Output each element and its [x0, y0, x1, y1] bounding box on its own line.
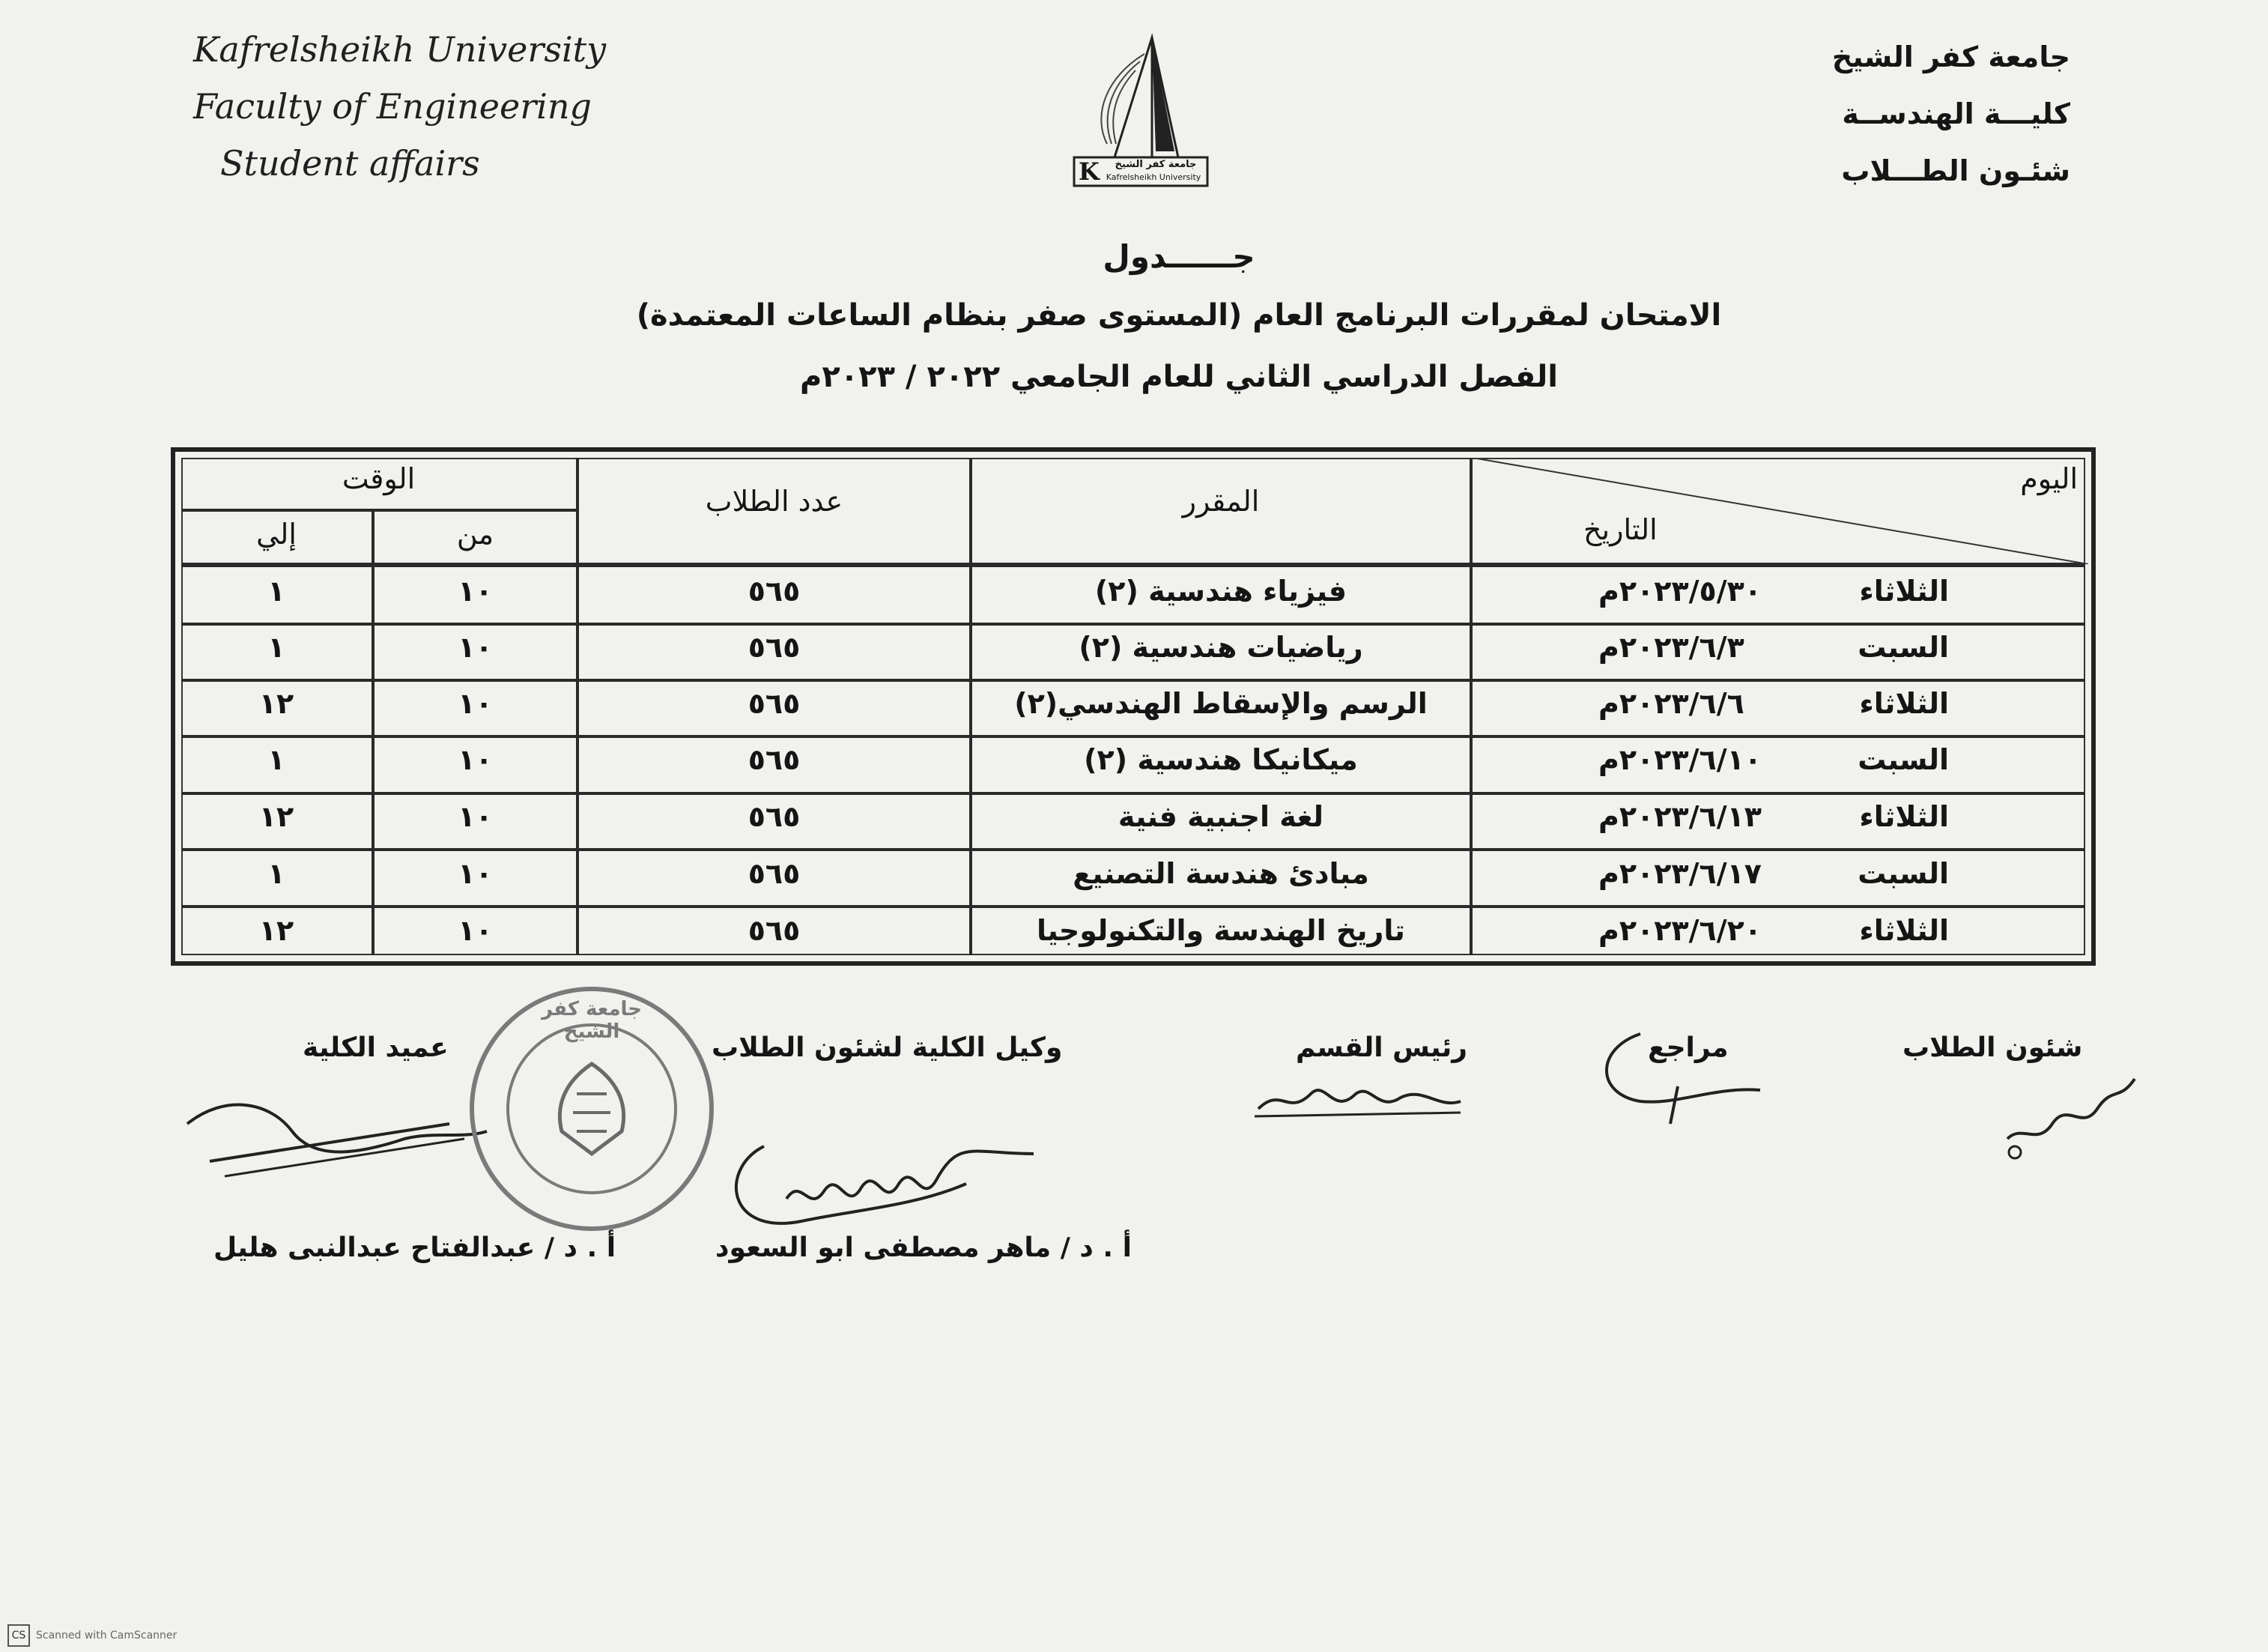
cell-day: السبت	[1858, 743, 1949, 776]
cell-day: السبت	[1858, 631, 1949, 664]
reviewer-signature-icon	[1588, 1019, 1783, 1131]
title-line-1: جــــــدول	[1103, 238, 1255, 275]
cell-day: السبت	[1858, 857, 1949, 890]
header-date: التاريخ	[1583, 513, 1658, 546]
stamp-text: جامعة كفر الشيخ	[541, 998, 643, 1043]
vice-dean-signature-icon	[719, 1124, 1049, 1244]
dean-name: أ . د / عبدالفتاح عبدالنبى هليل	[213, 1232, 616, 1263]
header-from: من	[456, 518, 494, 551]
scanner-text: Scanned with CamScanner	[36, 1630, 178, 1642]
cell-course: رياضيات هندسية (٢)	[1079, 631, 1363, 664]
document-term	[0, 360, 2268, 394]
arabic-header	[1696, 28, 2070, 199]
cell-to: ١٢	[258, 914, 294, 947]
cell-course: الرسم والإسقاط الهندسي(٢)	[1014, 687, 1428, 720]
title-line-2: الامتحان لمقررات البرنامج العام (المستوى صفر بنظام الساعات المعتمدة)	[636, 298, 1722, 333]
arabic-faculty-name: كليـــة الهندســة	[1842, 97, 2070, 130]
arabic-university-name: جامعة كفر الشيخ	[1831, 40, 2070, 73]
row-divider	[181, 509, 576, 512]
university-logo	[1062, 31, 1219, 189]
cell-students: ٥٦٥	[748, 687, 801, 720]
header-time: الوقت	[342, 462, 416, 495]
scanner-footer	[7, 1624, 177, 1647]
signature-dean: عميد الكلية	[303, 1032, 449, 1063]
cell-course: تاريخ الهندسة والتكنولوجيا	[1037, 914, 1405, 947]
header-day: اليوم	[2020, 462, 2078, 495]
logo-letter: K	[1079, 157, 1100, 186]
camscanner-logo-icon: CS	[7, 1624, 30, 1647]
cell-from: ١٠	[458, 743, 493, 776]
cell-from: ١٠	[458, 575, 493, 608]
cell-students: ٥٦٥	[748, 575, 801, 608]
cell-from: ١٠	[458, 914, 493, 947]
document-subtitle	[0, 298, 2268, 333]
cell-date: ٢٠٢٣/٦/١٣م	[1598, 800, 1762, 833]
signature-vice-dean: وكيل الكلية لشئون الطلاب	[712, 1032, 1063, 1063]
vice-dean-name: أ . د / ماهر مصطفى ابو السعود	[715, 1232, 1132, 1263]
header-students: عدد الطلاب	[705, 485, 843, 518]
row-divider	[181, 735, 2085, 738]
cell-date: ٢٠٢٣/٦/٦م	[1598, 687, 1744, 720]
row-divider	[181, 905, 2085, 908]
document-title	[0, 238, 2268, 275]
cell-date: ٢٠٢٣/٦/١٧م	[1598, 857, 1762, 890]
header-diagonal	[1473, 458, 2088, 564]
cell-students: ٥٦٥	[748, 800, 801, 833]
cell-students: ٥٦٥	[748, 857, 801, 890]
cell-students: ٥٦٥	[748, 914, 801, 947]
official-stamp	[464, 981, 719, 1236]
cell-to: ١	[267, 857, 285, 890]
exam-schedule-table	[171, 447, 2096, 966]
arabic-department-name: شئـون الطـــلاب	[1841, 154, 2070, 187]
row-divider	[181, 623, 2085, 626]
cell-date: ٢٠٢٣/٦/١٠م	[1598, 743, 1762, 776]
cell-day: الثلاثاء	[1859, 575, 1949, 608]
cell-from: ١٠	[458, 631, 493, 664]
cell-course: فيزياء هندسية (٢)	[1094, 575, 1347, 608]
cell-from: ١٠	[458, 800, 493, 833]
department-head-signature-icon	[1251, 1071, 1468, 1131]
logo-english-text: Kafrelsheikh University	[1106, 172, 1201, 182]
cell-students: ٥٦٥	[748, 631, 801, 664]
cell-to: ١٢	[258, 687, 294, 720]
cell-day: الثلاثاء	[1859, 687, 1949, 720]
row-divider	[181, 679, 2085, 682]
cell-from: ١٠	[458, 857, 493, 890]
row-divider	[181, 792, 2085, 795]
cell-course: مبادئ هندسة التصنيع	[1073, 857, 1369, 890]
row-divider	[181, 848, 2085, 851]
cell-to: ١	[267, 743, 285, 776]
cell-to: ١	[267, 575, 285, 608]
cell-to: ١٢	[258, 800, 294, 833]
cell-course: ميكانيكا هندسية (٢)	[1084, 743, 1358, 776]
header-to: إلي	[256, 518, 297, 551]
cell-date: ٢٠٢٣/٦/٢٠م	[1598, 914, 1762, 947]
english-faculty-name: Faculty of Engineering	[193, 86, 592, 127]
cell-students: ٥٦٥	[748, 743, 801, 776]
dean-signature-icon	[180, 1079, 494, 1191]
english-university-name: Kafrelsheikh University	[193, 29, 607, 70]
cell-to: ١	[267, 631, 285, 664]
cell-day: الثلاثاء	[1859, 800, 1949, 833]
english-department-name: Student affairs	[220, 143, 480, 184]
header-course: المقرر	[1182, 485, 1260, 518]
signature-department-head: رئيس القسم	[1296, 1032, 1467, 1063]
english-header	[193, 21, 606, 192]
cell-date: ٢٠٢٣/٦/٣م	[1598, 631, 1744, 664]
signature-reviewer: مراجع	[1648, 1032, 1729, 1063]
cell-day: الثلاثاء	[1859, 914, 1949, 947]
title-line-3: الفصل الدراسي الثاني للعام الجامعي ٢٠٢٢ / ٢٠٢٣م	[800, 360, 1558, 394]
logo-arabic-text: جامعة كفر الشيخ	[1115, 159, 1197, 170]
cell-from: ١٠	[458, 687, 493, 720]
cell-course: لغة اجنبية فنية	[1118, 800, 1324, 833]
signature-student-affairs: شئون الطلاب	[1902, 1032, 2083, 1063]
cell-date: ٢٠٢٣/٥/٣٠م	[1598, 575, 1762, 608]
student-affairs-signature-icon	[1992, 1056, 2150, 1169]
